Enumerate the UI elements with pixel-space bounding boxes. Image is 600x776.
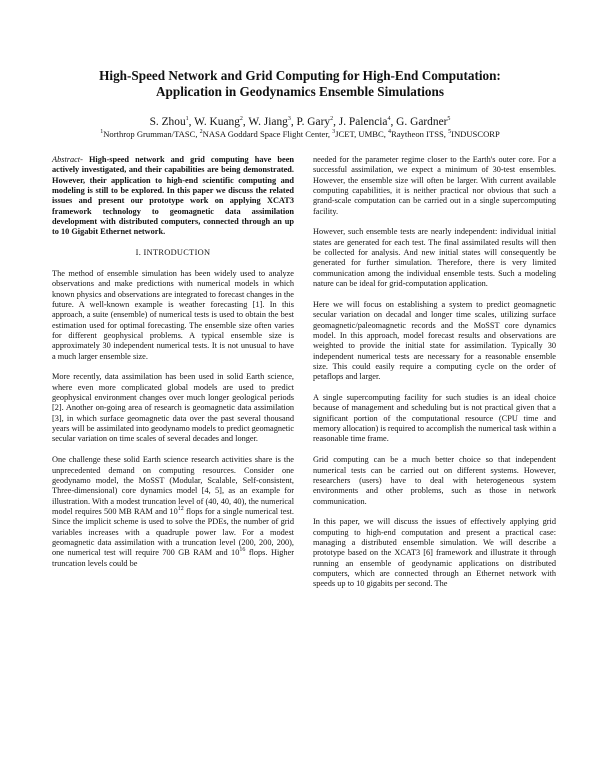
paragraph: However, such ensemble tests are nearly independent: individual initial states are generated for each test. The final assimilated results will then be collected for analysis. And new initial states will consequently be generated for further simulation. Therefore, there is very limited communication among the individual ensemble tests. Such a modeling nature can be ideal for grid-computation application. bbox=[313, 227, 556, 289]
abstract-label: Abstract- bbox=[52, 155, 83, 164]
affiliation-list bbox=[30, 129, 570, 140]
author-palencia: , J. Palencia bbox=[333, 116, 388, 128]
paragraph: More recently, data assimilation has been used in solid Earth science, where even more complicated global models are used to predict geophysical environment changes over much longer geological periods [2]. Another on-going area of research is geomagnetic data assimilation [3], in which surface geomagnetic data over the past several thousand years will be assimilated into geodynamo models to predict geomagnetic secular variation on time scales of several decades and longer. bbox=[52, 372, 294, 444]
title-line-1: High-Speed Network and Grid Computing for High-End Computation: bbox=[99, 68, 501, 83]
exponent: 12 bbox=[177, 506, 184, 513]
paragraph: Grid computing can be a much better choice so that independent numerical tests can be carried out on different systems. However, researchers (users) have to deal with heterogeneous system environments and other problems, such as those in network communication. bbox=[313, 455, 556, 506]
affil-raytheon: Raytheon ITSS, bbox=[391, 129, 449, 139]
paragraph-text: flops. Higher truncation levels could be bbox=[52, 548, 294, 568]
author-affil-mark: 2 bbox=[330, 116, 334, 123]
paragraph: needed for the parameter regime closer to the Earth's outer core. For a successful assimilation, we expect a minimum of 30-test ensembles. However, the ensemble size will often be larger. With current available computing capabilities, it is neither practical nor obvious that such a grand-scale computation can be carried out in a single supercomputing facility. bbox=[313, 155, 556, 216]
section-heading-introduction: I. INTRODUCTION bbox=[135, 248, 211, 258]
author-kuang: , W. Kuang bbox=[188, 116, 240, 128]
affil-jcet: JCET, UMBC, bbox=[335, 129, 389, 139]
paragraph: The method of ensemble simulation has been widely used to analyze observations and make predictions with numerical models in which known physics and observations are integrated to forecast changes in the future. A well-known example is weather forecasting [1]. In this approach, a suite (ensemble) of numerical tests is used to obtain the best estimation used for optimal forecasting. The ensemble size often varies for different geophysical problems. A typical ensemble size is approximately 30 independent numerical tests. It is not unusual to have a much larger ensemble size. bbox=[52, 268, 294, 361]
affil-northrop: Northrop Grumman/TASC, bbox=[103, 129, 200, 139]
affil-mark: 5 bbox=[448, 129, 452, 136]
author-affil-mark: 1 bbox=[185, 116, 189, 123]
paragraph-text: flops for a single numerical test. Since the implicit scheme is used to solve the PDEs, the number of grid variables increases with a quadruple power law. For a modest geomagnetic data assimilation with a truncation level (200, 200, 200), one numerical test will require 700 GB RAM and 10 bbox=[52, 506, 294, 558]
author-affil-mark: 2 bbox=[239, 116, 243, 123]
paragraph: A single supercomputing facility for such studies is an ideal choice because of management and scheduling but is not practical given that a significant portion of the computational resource (CPU time and memory allocation) is required to accomplish the numerical task within a reasonable time frame. bbox=[313, 393, 556, 444]
affil-nasa: NASA Goddard Space Flight Center, bbox=[202, 129, 333, 139]
author-jiang: , W. Jiang bbox=[242, 116, 288, 128]
affil-mark: 3 bbox=[332, 129, 336, 136]
author-zhou: S. Zhou bbox=[149, 116, 186, 128]
right-column bbox=[313, 155, 556, 600]
author-list bbox=[40, 116, 560, 129]
paper-title bbox=[40, 68, 560, 100]
abstract-text: High-speed network and grid computing have been actively investigated, and their capabilities are being demonstrated. However, their application to high-end scientific computing and modeling is still to be explored. In this paper we discuss the related issues and present our prototype work on applying XCAT3 framework technology to geomagnetic data assimilation development with distributed computers, connected through an up to 10 Gigabit Ethernet network. bbox=[52, 155, 294, 237]
author-affil-mark: 3 bbox=[287, 116, 291, 123]
exponent: 16 bbox=[239, 547, 246, 554]
paragraph: Here we will focus on establishing a system to predict geomagnetic secular variation on decadal and longer time scales, utilizing surface geomagnetic/paleomagnetic records and the MoSST core dynamics model. In this approach, model forecast results and observations are weighted to provide the initial state for assimilation. Typically 30 independent numerical tests are necessary for a reasonable ensemble size. This could easily require a computing cycle on the order of petaflops and larger. bbox=[313, 299, 556, 382]
affil-mark: 1 bbox=[100, 129, 104, 136]
author-affil-mark: 5 bbox=[447, 116, 451, 123]
author-affil-mark: 4 bbox=[387, 116, 391, 123]
author-gardner: , G. Gardner bbox=[390, 116, 448, 128]
left-column bbox=[52, 155, 294, 579]
affil-induscorp: INDUSCORP bbox=[451, 129, 500, 139]
author-gary: , P. Gary bbox=[290, 116, 331, 128]
abstract bbox=[52, 155, 294, 238]
affil-mark: 2 bbox=[199, 129, 203, 136]
title-line-2: Application in Geodynamics Ensemble Simulations bbox=[156, 84, 444, 99]
paragraph bbox=[52, 455, 294, 569]
paragraph-text: One challenge these solid Earth science research activities share is the unprecedented demand on computing resources. Consider one geodynamo model, the MoSST (Modular, Scalable, Self-consistent, Three-dimensional) core dynamics model [4, 5], as an example for illustration. With a modest truncation level of (40, 40, 40), the numerical model requires 500 MB RAM and 10 bbox=[52, 455, 294, 516]
paragraph: In this paper, we will discuss the issues of effectively applying grid computing to high-end computation and present a practical case: managing a distributed ensemble simulation. We will describe a prototype based on the XCAT3 [6] framework and illustrate it through running an ensemble of geodynamic applications on distributed computers, which are connected through an Ethernet network with speeds up to 10 gigabits per second. The bbox=[313, 517, 556, 589]
affil-mark: 4 bbox=[388, 129, 392, 136]
